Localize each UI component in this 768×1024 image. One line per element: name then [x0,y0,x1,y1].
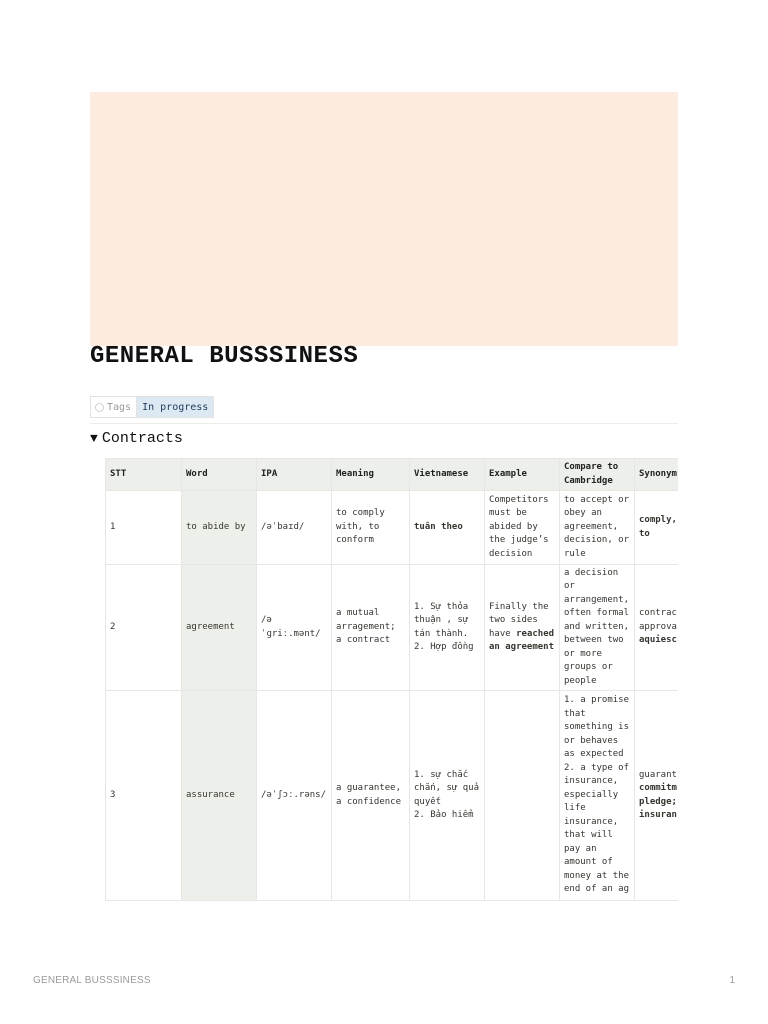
column-header-ipa[interactable]: IPA [257,459,332,491]
cell-synonym[interactable] [635,691,679,901]
footer-title: GENERAL BUSSSINESS [33,975,151,986]
column-header-synonym[interactable]: Synonym [635,459,679,491]
toggle-heading-label: Contracts [101,430,183,447]
column-header-example[interactable]: Example [485,459,560,491]
column-header-stt[interactable]: STT [106,459,182,491]
table-row [106,565,679,691]
cell-synonym[interactable] [635,565,679,691]
column-header-compare[interactable]: Compare to Cambridge [560,459,635,491]
cell-stt[interactable]: 1 [106,491,182,565]
cell-ipa[interactable]: /əˈʃɔː.rəns/ [257,691,332,901]
cell-ipa[interactable]: /əˈbaɪd/ [257,491,332,565]
synonym-line: insuran [639,810,677,820]
column-header-vietnamese[interactable]: Vietnamese [410,459,485,491]
cell-meaning[interactable]: to comply with, to conform [332,491,410,565]
cell-meaning[interactable]: a mutual arragement; a contract [332,565,410,691]
example-highlight: reached an agreement [489,628,555,652]
compare-line: 2. a type of insurance, especially life insurance, that will pay an amount of money at the end of an ag [564,762,630,895]
cell-vietnamese[interactable] [410,691,485,901]
synonym-line: to [639,528,650,539]
status-badge[interactable]: In progress [136,397,213,417]
synonym-line: aquiesc [639,635,677,646]
vietnamese-line: 2. Bảo hiểm [414,810,474,820]
cell-compare[interactable]: to accept or obey an agreement, decision, or rule [560,491,635,565]
tags-label-text: Tags [107,401,132,413]
cell-word[interactable]: assurance [182,691,257,901]
vietnamese-line: 1. sự chắc chắn, sự quả quyết [414,769,480,807]
vocabulary-table [105,458,678,901]
table-header-row [106,459,679,491]
loader-icon [95,403,104,412]
cell-word[interactable]: to abide by [182,491,257,565]
toggle-heading-contracts[interactable] [90,430,183,447]
table-row [106,491,679,565]
cell-ipa[interactable]: /əˈɡriː.mənt/ [257,565,332,691]
cell-example[interactable] [485,565,560,691]
cell-compare[interactable]: a decision or arrangement, often formal and written, between two or more groups or people [560,565,635,691]
synonym-line: guarant [639,769,677,780]
tags-property-label [91,397,136,417]
cell-vietnamese[interactable] [410,491,485,565]
page-cover [90,92,678,346]
compare-line: 1. a promise that something is or behaves as expected [564,695,630,760]
divider [90,423,678,424]
caret-down-icon[interactable]: ▼ [90,431,98,446]
synonym-line: commitm [639,783,677,793]
tags-property[interactable] [90,396,214,418]
table-row [106,691,679,901]
column-header-meaning[interactable]: Meaning [332,459,410,491]
synonym-line: approva [639,621,677,632]
cell-synonym[interactable] [635,491,679,565]
cell-vietnamese[interactable] [410,565,485,691]
cell-stt[interactable]: 2 [106,565,182,691]
cell-meaning[interactable]: a guarantee, a confidence [332,691,410,901]
page-number: 1 [729,975,735,986]
cell-word[interactable]: agreement [182,565,257,691]
cell-stt[interactable]: 3 [106,691,182,901]
synonym-line: comply, [639,515,677,525]
vietnamese-line: 2. Hợp đồng [414,642,474,652]
cell-example[interactable]: Competitors must be abided by the judge’s decision [485,491,560,565]
example-text: Finally the two sides have [489,601,549,639]
column-header-word[interactable]: Word [182,459,257,491]
vocabulary-table-container[interactable] [105,458,678,901]
vietnamese-text: tuân theo [414,521,463,532]
synonym-line: pledge; [639,796,677,807]
cell-compare[interactable] [560,691,635,901]
vietnamese-line: 1. Sự thỏa thuận , sự tán thành. [414,601,469,639]
page-title: GENERAL BUSSSINESS [90,343,359,370]
synonym-line: contrac [639,608,677,619]
cell-example[interactable] [485,691,560,901]
